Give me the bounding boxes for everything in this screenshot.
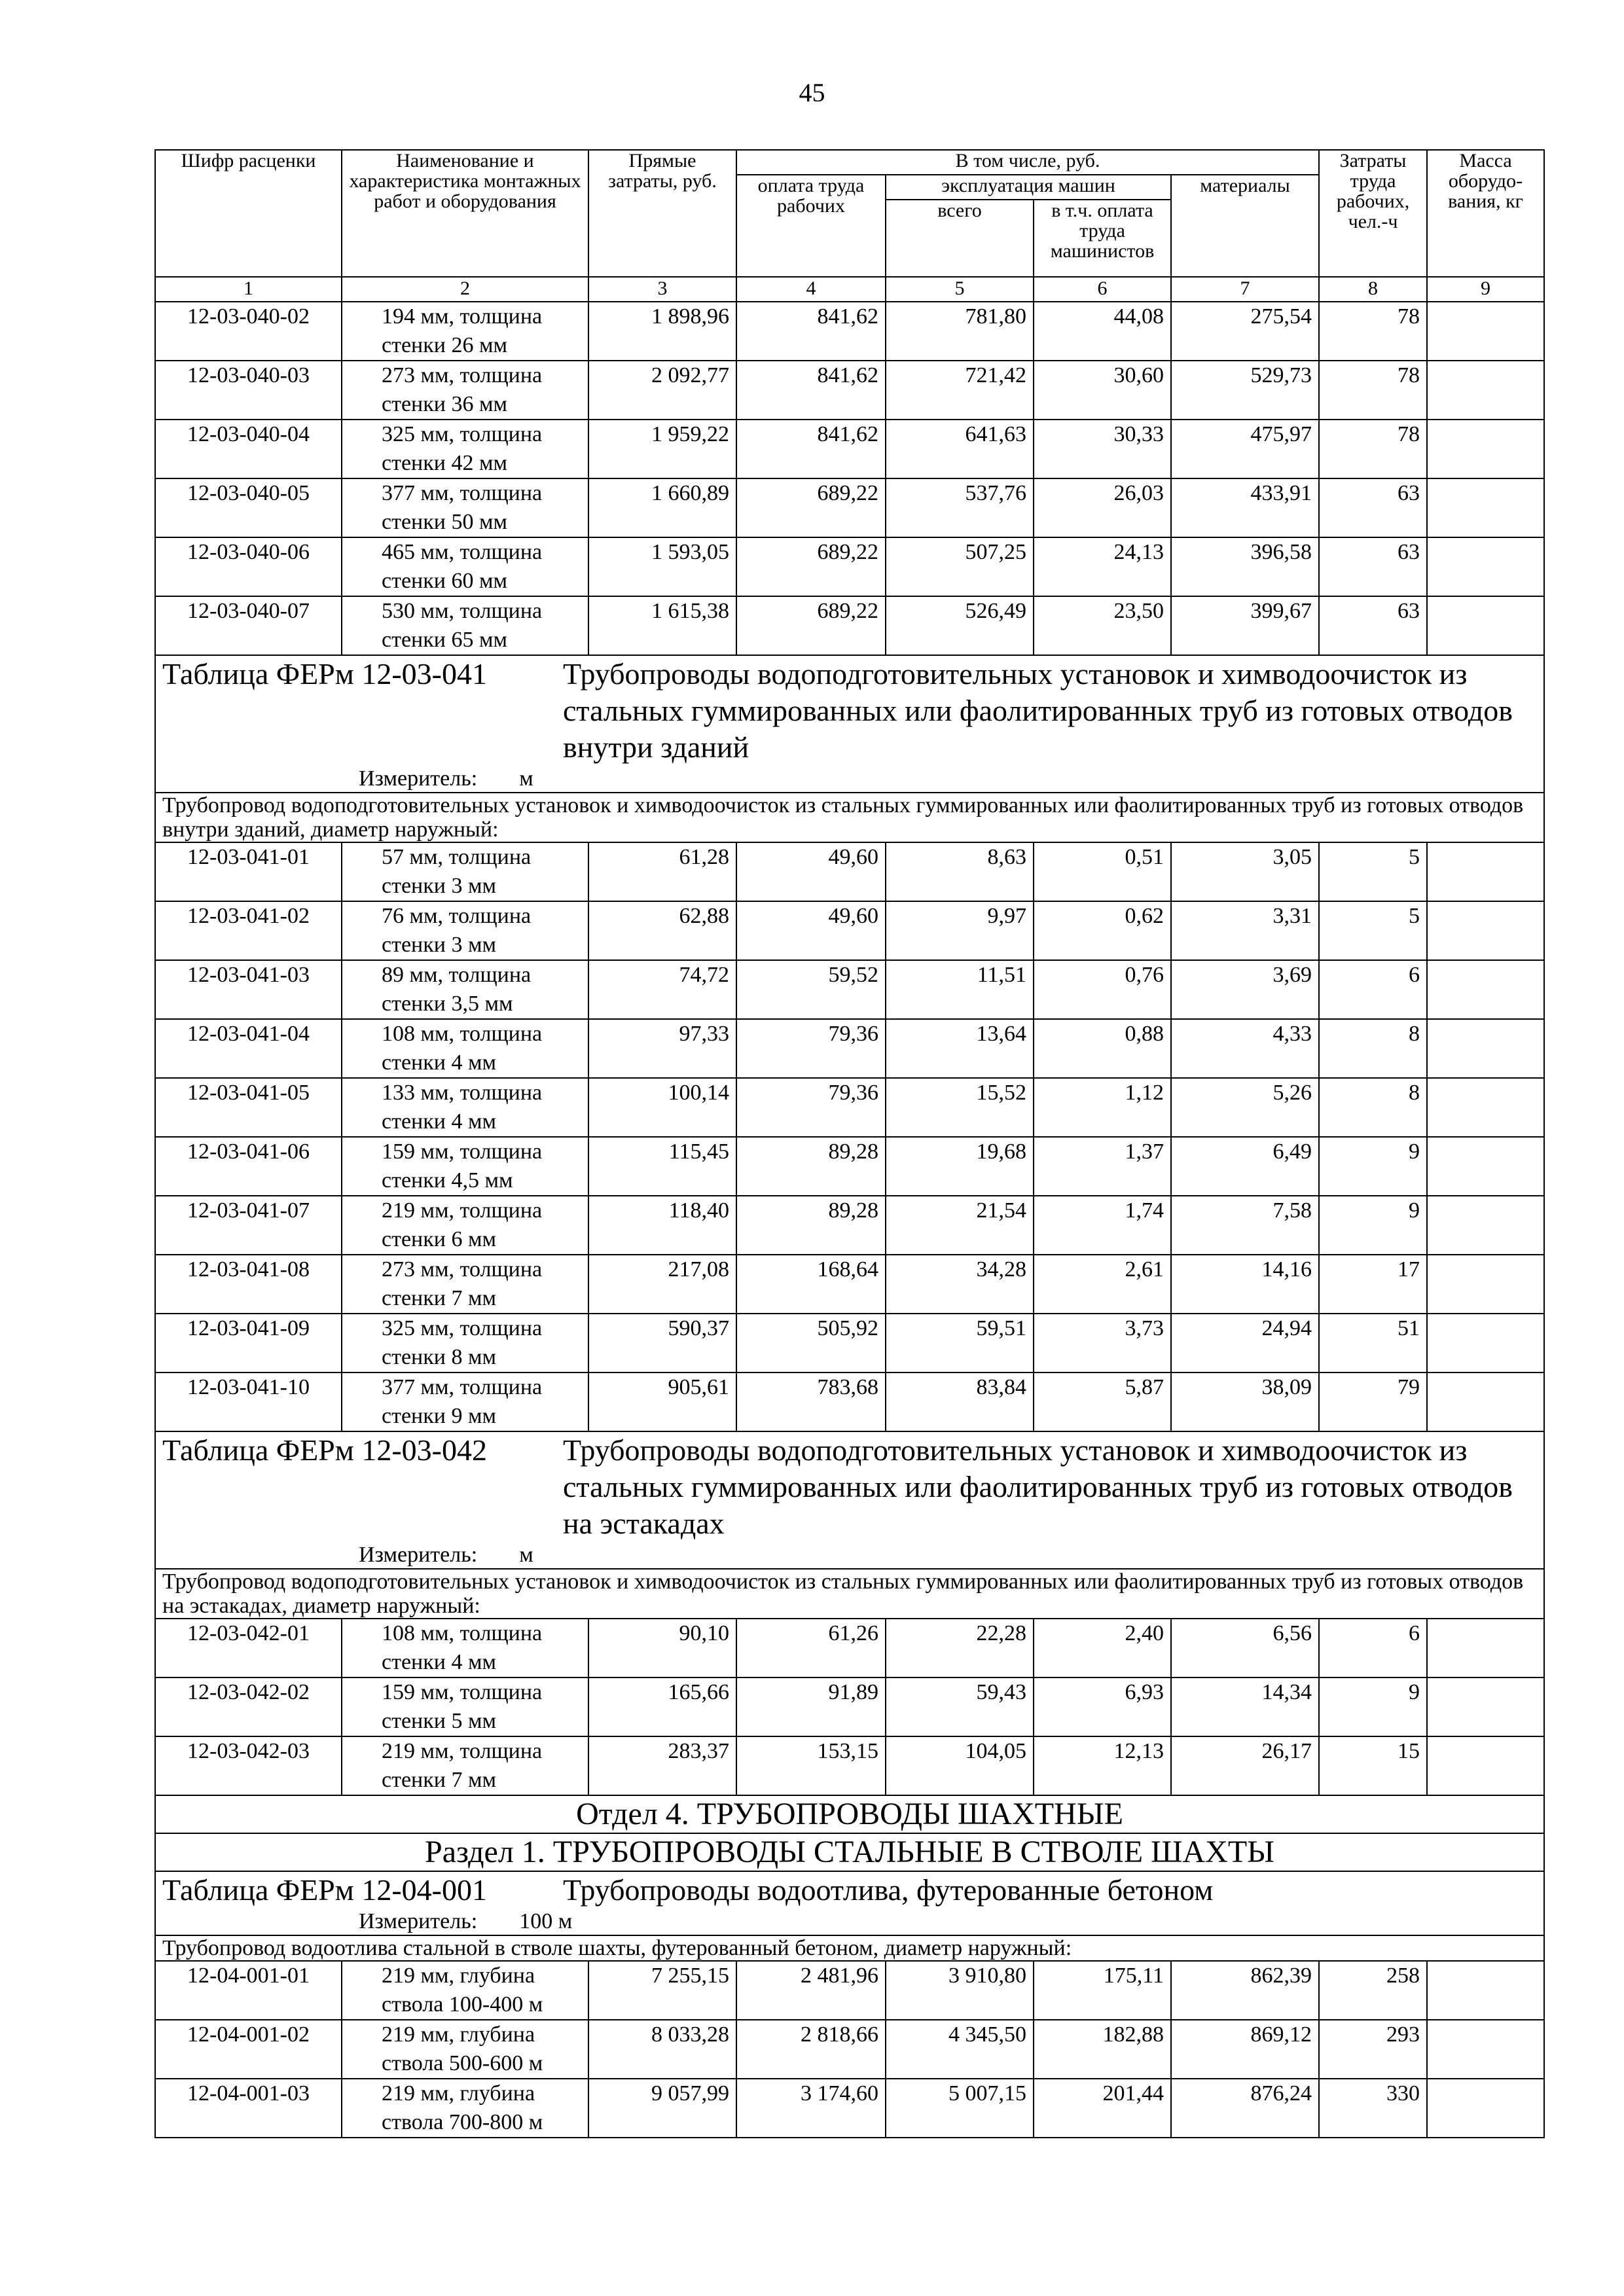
table-row bbox=[155, 361, 1544, 420]
cell-direct: 61,28 bbox=[588, 842, 736, 901]
cell-hours: 9 bbox=[1319, 1196, 1427, 1255]
table-row bbox=[155, 1736, 1544, 1795]
header-materials: материалы bbox=[1171, 175, 1319, 277]
cell-code: 12-03-040-04 bbox=[155, 420, 342, 478]
cell-name: 325 мм, толщина стенки 8 мм bbox=[342, 1314, 588, 1372]
cell-code: 12-03-042-03 bbox=[155, 1736, 342, 1795]
cell-mass bbox=[1427, 478, 1544, 537]
section-title: Раздел 1. ТРУБОПРОВОДЫ СТАЛЬНЫЕ В СТВОЛЕ ШАХТЫ bbox=[155, 1833, 1544, 1871]
cell-mach: 526,49 bbox=[886, 596, 1034, 655]
cell-code: 12-03-041-02 bbox=[155, 901, 342, 960]
cell-labor: 49,60 bbox=[736, 901, 886, 960]
cell-labor: 91,89 bbox=[736, 1677, 886, 1736]
cell-direct: 9 057,99 bbox=[588, 2079, 736, 2138]
cell-materials: 7,58 bbox=[1171, 1196, 1319, 1255]
cell-hours: 258 bbox=[1319, 1961, 1427, 2020]
table-row bbox=[155, 1677, 1544, 1736]
cell-direct: 62,88 bbox=[588, 901, 736, 960]
header-including: В том числе, руб. bbox=[736, 150, 1319, 175]
cell-direct: 1 898,96 bbox=[588, 302, 736, 361]
measure-label: Измеритель: bbox=[359, 766, 478, 791]
cell-labor: 2 481,96 bbox=[736, 1961, 886, 2020]
table-row bbox=[155, 1196, 1544, 1255]
cell-mach: 11,51 bbox=[886, 960, 1034, 1019]
cell-materials: 38,09 bbox=[1171, 1372, 1319, 1431]
cell-mass bbox=[1427, 1019, 1544, 1078]
table-row bbox=[155, 960, 1544, 1019]
cell-mach: 4 345,50 bbox=[886, 2020, 1034, 2079]
cell-direct: 905,61 bbox=[588, 1372, 736, 1431]
cell-hours: 9 bbox=[1319, 1137, 1427, 1196]
cell-hours: 63 bbox=[1319, 478, 1427, 537]
cell-code: 12-03-041-03 bbox=[155, 960, 342, 1019]
cell-name: 219 мм, толщина стенки 7 мм bbox=[342, 1736, 588, 1795]
cell-code: 12-04-001-01 bbox=[155, 1961, 342, 2020]
cell-labor: 3 174,60 bbox=[736, 2079, 886, 2138]
cell-name: 465 мм, толщина стенки 60 мм bbox=[342, 537, 588, 596]
cell-mach: 34,28 bbox=[886, 1255, 1034, 1314]
cell-labor: 689,22 bbox=[736, 596, 886, 655]
cell-code: 12-03-041-06 bbox=[155, 1137, 342, 1196]
cell-hours: 15 bbox=[1319, 1736, 1427, 1795]
cell-direct: 2 092,77 bbox=[588, 361, 736, 420]
cell-name: 57 мм, толщина стенки 3 мм bbox=[342, 842, 588, 901]
cell-direct: 8 033,28 bbox=[588, 2020, 736, 2079]
cell-materials: 862,39 bbox=[1171, 1961, 1319, 2020]
cell-hours: 51 bbox=[1319, 1314, 1427, 1372]
cell-labor: 89,28 bbox=[736, 1137, 886, 1196]
cell-mass bbox=[1427, 901, 1544, 960]
cell-mass bbox=[1427, 1196, 1544, 1255]
cell-hours: 8 bbox=[1319, 1078, 1427, 1137]
cell-machinists: 182,88 bbox=[1034, 2020, 1171, 2079]
cell-code: 12-03-040-06 bbox=[155, 537, 342, 596]
table-number: Таблица ФЕРм 12-04-001 bbox=[162, 1873, 488, 1907]
cell-machinists: 6,93 bbox=[1034, 1677, 1171, 1736]
cell-mach: 15,52 bbox=[886, 1078, 1034, 1137]
department-section bbox=[155, 1795, 1544, 1871]
cell-name: 219 мм, глубина ствола 100-400 м bbox=[342, 1961, 588, 2020]
cell-mass bbox=[1427, 1619, 1544, 1677]
rows-12-04-001 bbox=[155, 1961, 1544, 2138]
cell-hours: 330 bbox=[1319, 2079, 1427, 2138]
measure-unit bbox=[162, 1542, 1537, 1568]
table-title-row bbox=[155, 1871, 1544, 1935]
cell-machinists: 201,44 bbox=[1034, 2079, 1171, 2138]
table-row bbox=[155, 1019, 1544, 1078]
cell-mass bbox=[1427, 1078, 1544, 1137]
cell-mass bbox=[1427, 537, 1544, 596]
cell-machinists: 24,13 bbox=[1034, 537, 1171, 596]
cell-materials: 6,49 bbox=[1171, 1137, 1319, 1196]
cell-labor: 168,64 bbox=[736, 1255, 886, 1314]
cell-mach: 5 007,15 bbox=[886, 2079, 1034, 2138]
measure-unit bbox=[162, 766, 1537, 792]
table-row bbox=[155, 1619, 1544, 1677]
table-row bbox=[155, 302, 1544, 361]
cell-mach: 83,84 bbox=[886, 1372, 1034, 1431]
column-number: 9 bbox=[1427, 277, 1544, 302]
table-description-row bbox=[155, 1935, 1544, 1961]
cell-labor: 783,68 bbox=[736, 1372, 886, 1431]
header-mass: Масса оборудо-вания, кг bbox=[1427, 150, 1544, 277]
cell-direct: 1 593,05 bbox=[588, 537, 736, 596]
cell-direct: 100,14 bbox=[588, 1078, 736, 1137]
measure-label: Измеритель: bbox=[359, 1909, 478, 1933]
table-title: Трубопроводы водоотлива, футерованные бетоном bbox=[563, 1873, 1214, 1907]
cell-machinists: 30,33 bbox=[1034, 420, 1171, 478]
cell-materials: 24,94 bbox=[1171, 1314, 1319, 1372]
cell-mass bbox=[1427, 842, 1544, 901]
cell-mach: 537,76 bbox=[886, 478, 1034, 537]
cell-machinists: 175,11 bbox=[1034, 1961, 1171, 2020]
table-title: Трубопроводы водоподготовительных установок и химводоочисток из стальных гуммированных или фаолитированных труб из готовых отводов на эстакадах bbox=[563, 1433, 1513, 1540]
cell-labor: 59,52 bbox=[736, 960, 886, 1019]
header-direct-costs: Прямые затраты, руб. bbox=[588, 150, 736, 277]
cell-hours: 5 bbox=[1319, 901, 1427, 960]
cell-hours: 8 bbox=[1319, 1019, 1427, 1078]
cell-mass bbox=[1427, 2079, 1544, 2138]
measure-value: 100 м bbox=[519, 1909, 573, 1933]
cell-mass bbox=[1427, 302, 1544, 361]
table-12-03-042 bbox=[155, 1431, 1544, 1619]
cell-direct: 1 615,38 bbox=[588, 596, 736, 655]
cell-materials: 3,05 bbox=[1171, 842, 1319, 901]
cell-labor: 49,60 bbox=[736, 842, 886, 901]
cell-direct: 115,45 bbox=[588, 1137, 736, 1196]
cell-labor: 89,28 bbox=[736, 1196, 886, 1255]
cell-materials: 4,33 bbox=[1171, 1019, 1319, 1078]
column-number: 4 bbox=[736, 277, 886, 302]
cell-hours: 6 bbox=[1319, 960, 1427, 1019]
table-row bbox=[155, 420, 1544, 478]
cell-code: 12-03-041-07 bbox=[155, 1196, 342, 1255]
cell-mass bbox=[1427, 960, 1544, 1019]
cell-materials: 5,26 bbox=[1171, 1078, 1319, 1137]
cell-hours: 63 bbox=[1319, 596, 1427, 655]
cell-machinists: 23,50 bbox=[1034, 596, 1171, 655]
cell-labor: 841,62 bbox=[736, 361, 886, 420]
column-number: 5 bbox=[886, 277, 1034, 302]
cell-materials: 275,54 bbox=[1171, 302, 1319, 361]
table-row bbox=[155, 1372, 1544, 1431]
column-number: 7 bbox=[1171, 277, 1319, 302]
cell-name: 219 мм, глубина ствола 700-800 м bbox=[342, 2079, 588, 2138]
cell-direct: 74,72 bbox=[588, 960, 736, 1019]
cell-name: 377 мм, толщина стенки 9 мм bbox=[342, 1372, 588, 1431]
cell-hours: 5 bbox=[1319, 842, 1427, 901]
cell-labor: 841,62 bbox=[736, 302, 886, 361]
cell-materials: 869,12 bbox=[1171, 2020, 1319, 2079]
cell-hours: 6 bbox=[1319, 1619, 1427, 1677]
table-description-row bbox=[155, 793, 1544, 842]
table-12-03-041 bbox=[155, 655, 1544, 842]
cell-labor: 505,92 bbox=[736, 1314, 886, 1372]
cell-code: 12-04-001-02 bbox=[155, 2020, 342, 2079]
cell-code: 12-03-042-01 bbox=[155, 1619, 342, 1677]
table-title: Трубопроводы водоподготовительных установок и химводоочисток из стальных гуммированных или фаолитированных труб из готовых отводов внутри зданий bbox=[563, 657, 1513, 764]
cell-mach: 59,51 bbox=[886, 1314, 1034, 1372]
cell-name: 530 мм, толщина стенки 65 мм bbox=[342, 596, 588, 655]
cell-mach: 781,80 bbox=[886, 302, 1034, 361]
table-row bbox=[155, 1314, 1544, 1372]
cell-machinists: 2,40 bbox=[1034, 1619, 1171, 1677]
cell-hours: 9 bbox=[1319, 1677, 1427, 1736]
cell-materials: 433,91 bbox=[1171, 478, 1319, 537]
cell-direct: 283,37 bbox=[588, 1736, 736, 1795]
cell-machinists: 12,13 bbox=[1034, 1736, 1171, 1795]
table-description: Трубопровод водоотлива стальной в стволе шахты, футерованный бетоном, диаметр наружный: bbox=[155, 1935, 1544, 1961]
measure-value: м bbox=[519, 766, 533, 791]
cell-mass bbox=[1427, 420, 1544, 478]
rates-table bbox=[154, 149, 1545, 2138]
table-number: Таблица ФЕРм 12-03-042 bbox=[162, 1433, 488, 1467]
page-number: 45 bbox=[799, 78, 825, 107]
rows-12-03-040 bbox=[155, 302, 1544, 655]
table-description: Трубопровод водоподготовительных установок и химводоочисток из стальных гуммированных или фаолитированных труб из готовых отводов внутри зданий, диаметр наружный: bbox=[155, 793, 1544, 842]
cell-labor: 79,36 bbox=[736, 1019, 886, 1078]
cell-mass bbox=[1427, 1255, 1544, 1314]
cell-direct: 97,33 bbox=[588, 1019, 736, 1078]
cell-mass bbox=[1427, 1961, 1544, 2020]
cell-mach: 22,28 bbox=[886, 1619, 1034, 1677]
table-row bbox=[155, 537, 1544, 596]
cell-mass bbox=[1427, 361, 1544, 420]
cell-code: 12-03-040-05 bbox=[155, 478, 342, 537]
rows-12-03-041 bbox=[155, 842, 1544, 1431]
table-row bbox=[155, 2020, 1544, 2079]
column-number: 1 bbox=[155, 277, 342, 302]
cell-direct: 590,37 bbox=[588, 1314, 736, 1372]
cell-code: 12-04-001-03 bbox=[155, 2079, 342, 2138]
column-numbers-row bbox=[155, 277, 1544, 302]
cell-labor: 2 818,66 bbox=[736, 2020, 886, 2079]
cell-machinists: 3,73 bbox=[1034, 1314, 1171, 1372]
cell-machinists: 44,08 bbox=[1034, 302, 1171, 361]
cell-machinists: 1,37 bbox=[1034, 1137, 1171, 1196]
cell-hours: 78 bbox=[1319, 361, 1427, 420]
cell-direct: 7 255,15 bbox=[588, 1961, 736, 2020]
header-name: Наименование и характеристика монтажных работ и оборудования bbox=[342, 150, 588, 277]
department-title: Отдел 4. ТРУБОПРОВОДЫ ШАХТНЫЕ bbox=[155, 1795, 1544, 1833]
cell-code: 12-03-041-10 bbox=[155, 1372, 342, 1431]
cell-materials: 14,16 bbox=[1171, 1255, 1319, 1314]
cell-machinists: 0,76 bbox=[1034, 960, 1171, 1019]
cell-materials: 399,67 bbox=[1171, 596, 1319, 655]
column-number: 3 bbox=[588, 277, 736, 302]
header-labor-pay: оплата труда рабочих bbox=[736, 175, 886, 277]
cell-materials: 26,17 bbox=[1171, 1736, 1319, 1795]
table-row bbox=[155, 1961, 1544, 2020]
cell-name: 219 мм, глубина ствола 500-600 м bbox=[342, 2020, 588, 2079]
cell-materials: 396,58 bbox=[1171, 537, 1319, 596]
table-description-row bbox=[155, 1569, 1544, 1619]
cell-direct: 1 660,89 bbox=[588, 478, 736, 537]
cell-mach: 507,25 bbox=[886, 537, 1034, 596]
cell-hours: 17 bbox=[1319, 1255, 1427, 1314]
cell-machinists: 1,74 bbox=[1034, 1196, 1171, 1255]
cell-labor: 79,36 bbox=[736, 1078, 886, 1137]
cell-materials: 3,69 bbox=[1171, 960, 1319, 1019]
cell-code: 12-03-041-08 bbox=[155, 1255, 342, 1314]
cell-name: 76 мм, толщина стенки 3 мм bbox=[342, 901, 588, 960]
cell-machinists: 2,61 bbox=[1034, 1255, 1171, 1314]
header-machinists: в т.ч. оплата труда машинистов bbox=[1034, 200, 1171, 277]
table-title-row bbox=[155, 1431, 1544, 1569]
table-row bbox=[155, 842, 1544, 901]
table-row bbox=[155, 1255, 1544, 1314]
cell-materials: 529,73 bbox=[1171, 361, 1319, 420]
cell-mach: 13,64 bbox=[886, 1019, 1034, 1078]
header-machines: эксплуатация машин bbox=[886, 175, 1171, 200]
cell-mass bbox=[1427, 1736, 1544, 1795]
cell-code: 12-03-041-04 bbox=[155, 1019, 342, 1078]
cell-hours: 78 bbox=[1319, 302, 1427, 361]
table-header bbox=[155, 150, 1544, 302]
cell-materials: 6,56 bbox=[1171, 1619, 1319, 1677]
cell-name: 273 мм, толщина стенки 36 мм bbox=[342, 361, 588, 420]
cell-labor: 61,26 bbox=[736, 1619, 886, 1677]
cell-labor: 841,62 bbox=[736, 420, 886, 478]
table-row bbox=[155, 478, 1544, 537]
header-machines-total: всего bbox=[886, 200, 1034, 277]
cell-machinists: 26,03 bbox=[1034, 478, 1171, 537]
cell-materials: 876,24 bbox=[1171, 2079, 1319, 2138]
cell-name: 108 мм, толщина стенки 4 мм bbox=[342, 1619, 588, 1677]
cell-direct: 90,10 bbox=[588, 1619, 736, 1677]
cell-name: 194 мм, толщина стенки 26 мм bbox=[342, 302, 588, 361]
cell-name: 108 мм, толщина стенки 4 мм bbox=[342, 1019, 588, 1078]
cell-direct: 165,66 bbox=[588, 1677, 736, 1736]
column-number: 6 bbox=[1034, 277, 1171, 302]
section-row bbox=[155, 1833, 1544, 1871]
table-row bbox=[155, 1078, 1544, 1137]
cell-materials: 475,97 bbox=[1171, 420, 1319, 478]
cell-labor: 689,22 bbox=[736, 478, 886, 537]
cell-mach: 19,68 bbox=[886, 1137, 1034, 1196]
cell-name: 89 мм, толщина стенки 3,5 мм bbox=[342, 960, 588, 1019]
cell-mass bbox=[1427, 1314, 1544, 1372]
cell-code: 12-03-040-02 bbox=[155, 302, 342, 361]
cell-name: 325 мм, толщина стенки 42 мм bbox=[342, 420, 588, 478]
measure-label: Измеритель: bbox=[359, 1543, 478, 1567]
cell-mach: 21,54 bbox=[886, 1196, 1034, 1255]
table-row bbox=[155, 2079, 1544, 2138]
cell-machinists: 1,12 bbox=[1034, 1078, 1171, 1137]
cell-hours: 79 bbox=[1319, 1372, 1427, 1431]
cell-machinists: 0,88 bbox=[1034, 1019, 1171, 1078]
cell-labor: 689,22 bbox=[736, 537, 886, 596]
cell-code: 12-03-040-07 bbox=[155, 596, 342, 655]
cell-mach: 9,97 bbox=[886, 901, 1034, 960]
cell-code: 12-03-041-09 bbox=[155, 1314, 342, 1372]
header-code: Шифр расценки bbox=[155, 150, 342, 277]
cell-machinists: 0,62 bbox=[1034, 901, 1171, 960]
table-row bbox=[155, 596, 1544, 655]
cell-labor: 153,15 bbox=[736, 1736, 886, 1795]
cell-mach: 104,05 bbox=[886, 1736, 1034, 1795]
department-row bbox=[155, 1795, 1544, 1833]
cell-code: 12-03-042-02 bbox=[155, 1677, 342, 1736]
cell-mass bbox=[1427, 596, 1544, 655]
column-number: 8 bbox=[1319, 277, 1427, 302]
cell-machinists: 5,87 bbox=[1034, 1372, 1171, 1431]
cell-hours: 293 bbox=[1319, 2020, 1427, 2079]
cell-mach: 3 910,80 bbox=[886, 1961, 1034, 2020]
cell-mass bbox=[1427, 1372, 1544, 1431]
cell-direct: 118,40 bbox=[588, 1196, 736, 1255]
cell-hours: 78 bbox=[1319, 420, 1427, 478]
header-labor-cost: Затраты труда рабочих, чел.-ч bbox=[1319, 150, 1427, 277]
table-row bbox=[155, 1137, 1544, 1196]
table-number: Таблица ФЕРм 12-03-041 bbox=[162, 657, 488, 691]
cell-name: 159 мм, толщина стенки 4,5 мм bbox=[342, 1137, 588, 1196]
column-number: 2 bbox=[342, 277, 588, 302]
table-title-row bbox=[155, 655, 1544, 793]
cell-code: 12-03-040-03 bbox=[155, 361, 342, 420]
rows-12-03-042 bbox=[155, 1619, 1544, 1795]
cell-mach: 59,43 bbox=[886, 1677, 1034, 1736]
measure-value: м bbox=[519, 1543, 533, 1567]
cell-direct: 217,08 bbox=[588, 1255, 736, 1314]
table-description: Трубопровод водоподготовительных установок и химводоочисток из стальных гуммированных или фаолитированных труб из готовых отводов на эстакадах, диаметр наружный: bbox=[155, 1569, 1544, 1619]
cell-direct: 1 959,22 bbox=[588, 420, 736, 478]
cell-mass bbox=[1427, 1677, 1544, 1736]
measure-unit bbox=[162, 1909, 1537, 1935]
cell-name: 377 мм, толщина стенки 50 мм bbox=[342, 478, 588, 537]
cell-name: 219 мм, толщина стенки 6 мм bbox=[342, 1196, 588, 1255]
table-12-04-001 bbox=[155, 1871, 1544, 1961]
cell-name: 273 мм, толщина стенки 7 мм bbox=[342, 1255, 588, 1314]
cell-mass bbox=[1427, 1137, 1544, 1196]
cell-materials: 3,31 bbox=[1171, 901, 1319, 960]
table-row bbox=[155, 901, 1544, 960]
cell-machinists: 30,60 bbox=[1034, 361, 1171, 420]
cell-machinists: 0,51 bbox=[1034, 842, 1171, 901]
cell-name: 159 мм, толщина стенки 5 мм bbox=[342, 1677, 588, 1736]
cell-hours: 63 bbox=[1319, 537, 1427, 596]
cell-code: 12-03-041-01 bbox=[155, 842, 342, 901]
cell-mach: 8,63 bbox=[886, 842, 1034, 901]
cell-name: 133 мм, толщина стенки 4 мм bbox=[342, 1078, 588, 1137]
cell-mass bbox=[1427, 2020, 1544, 2079]
cell-materials: 14,34 bbox=[1171, 1677, 1319, 1736]
cell-mach: 641,63 bbox=[886, 420, 1034, 478]
cell-mach: 721,42 bbox=[886, 361, 1034, 420]
cell-code: 12-03-041-05 bbox=[155, 1078, 342, 1137]
